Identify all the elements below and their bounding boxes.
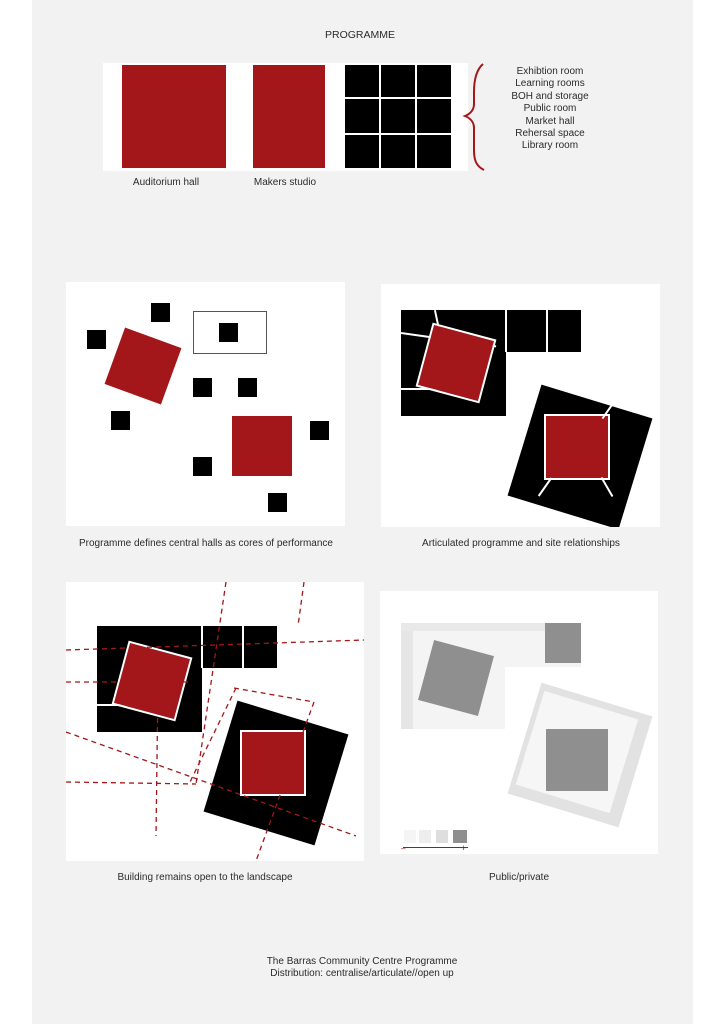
room-block	[268, 493, 287, 512]
makers-studio-block	[232, 416, 292, 476]
room-block	[87, 330, 106, 349]
private-room	[545, 623, 581, 663]
programme-strip	[103, 63, 468, 171]
list-item: Rehersal space	[515, 128, 585, 140]
panel-public-private	[380, 591, 658, 854]
makers-studio-private	[546, 729, 608, 791]
room-block	[310, 421, 329, 440]
footer-subtitle: Distribution: centralise/articulate//open up	[270, 968, 454, 979]
footer-title: The Barras Community Centre Programme	[266, 956, 458, 967]
panel-articulated	[381, 284, 660, 527]
auditorium-hall-label: Auditorium hall	[132, 177, 200, 188]
legend-swatch	[404, 830, 416, 843]
caption: Articulated programme and site relationships	[422, 538, 620, 549]
room-grid	[345, 65, 451, 168]
makers-studio-block	[546, 416, 608, 478]
room-block	[151, 303, 170, 322]
list-item: BOH and storage	[511, 90, 589, 102]
list-item: Exhibtion room	[516, 66, 584, 77]
list-item: Library room	[521, 140, 579, 152]
site-lines	[66, 582, 364, 861]
caption: Building remains open to the landscape	[117, 872, 293, 883]
page-title: PROGRAMME	[324, 29, 395, 41]
auditorium-hall-block	[105, 328, 182, 405]
panel-open-landscape	[66, 582, 364, 861]
panel-central-halls	[66, 282, 345, 526]
room-block	[193, 457, 212, 476]
legend-swatch	[453, 830, 467, 843]
auditorium-hall-block	[122, 65, 226, 168]
list-item: Public room	[523, 103, 577, 115]
caption: Public/private	[488, 872, 550, 883]
room-block	[219, 323, 238, 342]
room-block	[238, 378, 257, 397]
makers-studio-block	[253, 65, 325, 168]
legend-minus: –	[401, 844, 406, 853]
programme-list	[500, 66, 600, 153]
legend-swatch	[419, 830, 431, 843]
list-item: Market hall	[525, 115, 575, 127]
legend-scale-line	[403, 847, 468, 848]
caption: Programme defines central halls as cores of performance	[78, 538, 333, 549]
legend-plus: +	[461, 843, 467, 853]
makers-studio-label: Makers studio	[253, 177, 317, 188]
legend-swatch	[436, 830, 448, 843]
room-block	[111, 411, 130, 430]
list-item: Learning rooms	[515, 78, 585, 90]
room-block	[193, 378, 212, 397]
